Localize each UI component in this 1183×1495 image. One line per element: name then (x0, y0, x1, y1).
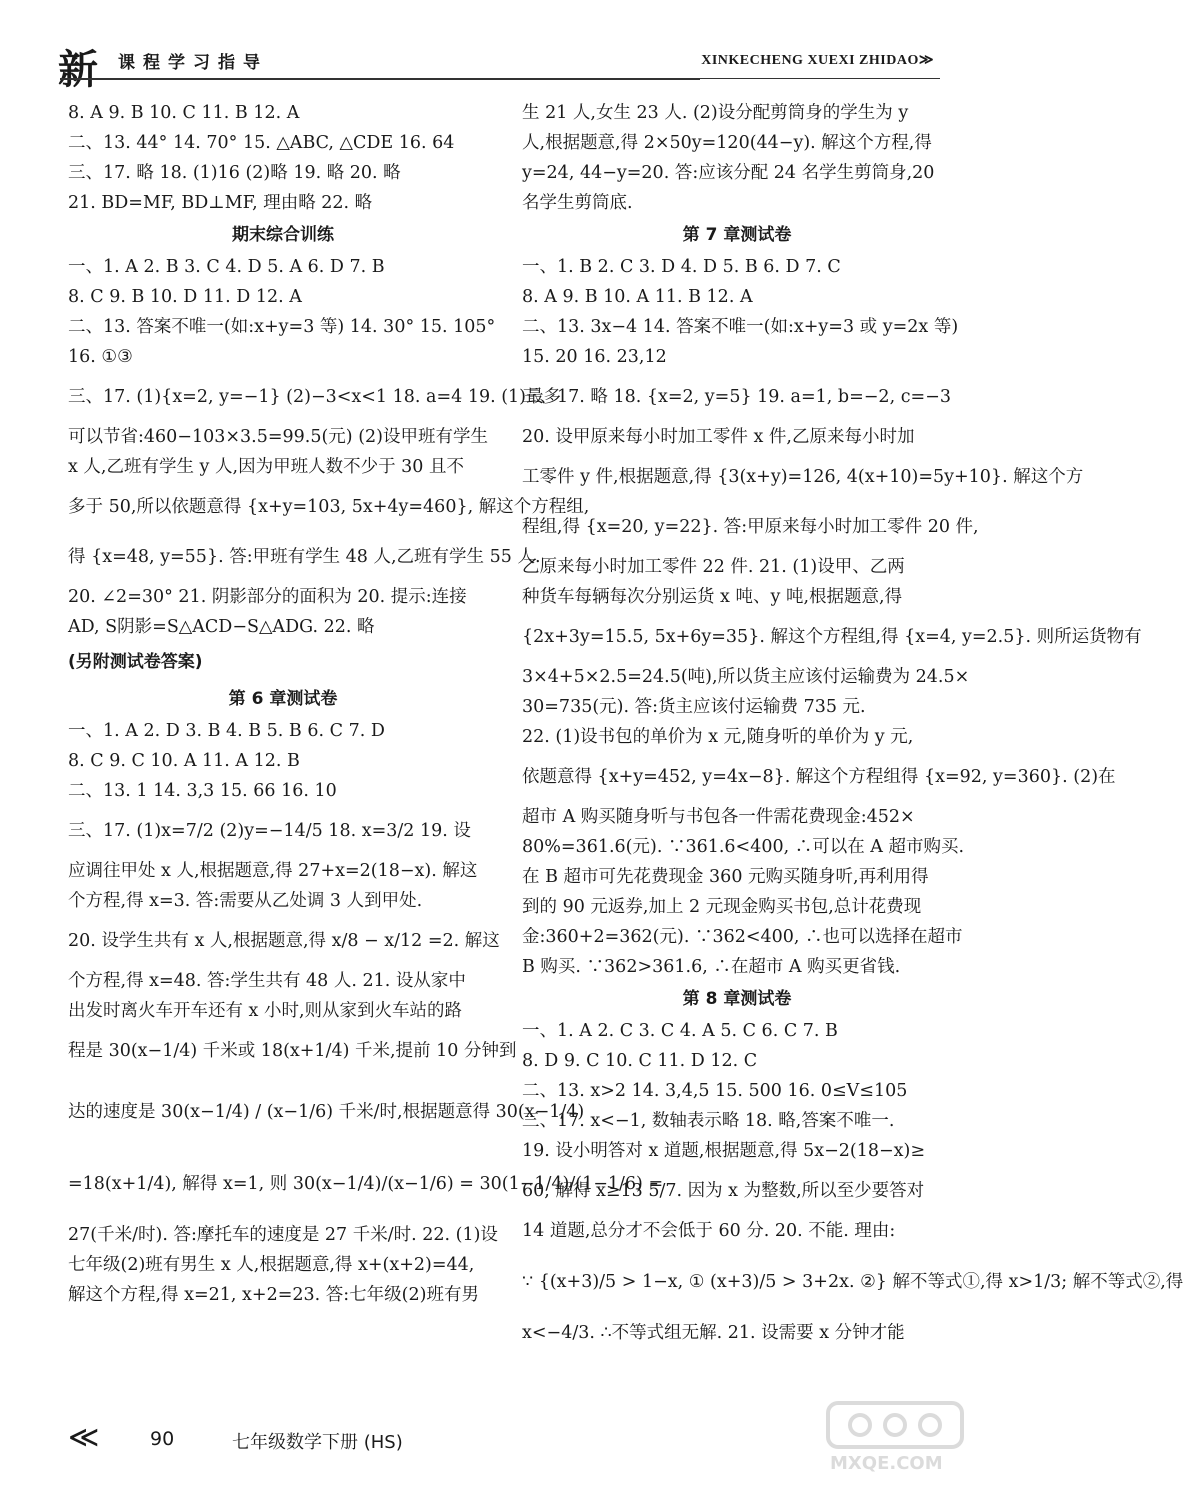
section-heading-ch6: 第 6 章测试卷 (228, 689, 338, 709)
answer-line: 22. (1)设书包的单价为 x 元,随身听的单价为 y 元, (522, 727, 914, 747)
answer-line: 一、1. B 2. C 3. D 4. D 5. B 6. D 7. C (522, 257, 841, 277)
answer-line: y=24, 44−y=20. 答:应该分配 24 名学生剪筒身,20 (522, 163, 935, 183)
answer-line: 三、17. 略 18. {x=2, y=5} 19. a=1, b=−2, c=−3 (522, 387, 951, 407)
answer-line: 14 道题,总分才不会低于 60 分. 20. 不能. 理由: (522, 1221, 896, 1241)
answer-line: 二、13. x>2 14. 3,4,5 15. 500 16. 0≤V≤105 (522, 1081, 908, 1101)
answer-line: 二、13. 3x−4 14. 答案不唯一(如:x+y=3 或 y=2x 等) (522, 317, 959, 337)
answer-line: 个方程,得 x=3. 答:需要从乙处调 3 人到甲处. (68, 891, 423, 911)
answer-line: 20. 设甲原来每小时加工零件 x 件,乙原来每小时加 (522, 427, 915, 447)
double-chevron-left-icon: ≪ (68, 1420, 100, 1455)
answer-line: AD, S阴影=S△ACD−S△ADG. 22. 略 (68, 617, 375, 637)
answer-line: x 人,乙班有学生 y 人,因为甲班人数不少于 30 且不 (68, 457, 464, 477)
answer-line: 一、1. A 2. B 3. C 4. D 5. A 6. D 7. B (68, 257, 385, 277)
answer-line: ∵ {(x+3)/5 > 1−x, ① (x+3)/5 > 3+2x. ②} 解不等式①,得 x>1/3; 解不等式②,得 (522, 1272, 1183, 1292)
answer-line: 一、1. A 2. D 3. B 4. B 5. B 6. C 7. D (68, 721, 385, 741)
answer-line: 依题意得 {x+y=452, y=4x−8}. 解这个方程组得 {x=92, y=360}. (2)在 (522, 767, 1116, 787)
answer-line: 8. D 9. C 10. C 11. D 12. C (522, 1051, 758, 1071)
answer-line: 27(千米/时). 答:摩托车的速度是 27 千米/时. 22. (1)设 (68, 1225, 498, 1245)
answer-line: 出发时离火车开车还有 x 小时,则从家到火车站的路 (68, 1001, 463, 1021)
answer-line: 在 B 超市可先花费现金 360 元购买随身听,再利用得 (522, 867, 929, 887)
answer-line: 得 {x=48, y=55}. 答:甲班有学生 48 人,乙班有学生 55 人. (68, 547, 541, 567)
series-logo: 新 (58, 47, 98, 93)
watermark-url: MXQE.COM (830, 1453, 943, 1474)
answer-line: 工零件 y 件,根据题意,得 {3(x+y)=126, 4(x+10)=5y+10}. 解这个方 (522, 467, 1084, 487)
answer-line: 80%=361.6(元). ∵361.6<400, ∴可以在 A 超市购买. (522, 837, 965, 857)
answer-line: 七年级(2)班有男生 x 人,根据题意,得 x+(x+2)=44, (68, 1255, 475, 1275)
header-rule-right (700, 78, 940, 79)
answer-line: 8. C 9. C 10. A 11. A 12. B (68, 751, 300, 771)
answer-line: 60, 解得 x≥13 5/7. 因为 x 为整数,所以至少要答对 (522, 1181, 925, 1201)
answer-line: 20. 设学生共有 x 人,根据题意,得 x/8 − x/12 =2. 解这 (68, 931, 500, 951)
answer-line: 二、13. 44° 14. 70° 15. △ABC, △CDE 16. 64 (68, 133, 455, 153)
answer-line: B 购买. ∵362>361.6, ∴在超市 A 购买更省钱. (522, 957, 901, 977)
answer-line: 程是 30(x−1/4) 千米或 18(x+1/4) 千米,提前 10 分钟到 (68, 1041, 517, 1061)
section-heading-final: 期末综合训练 (232, 225, 334, 245)
section-heading-ch7: 第 7 章测试卷 (682, 225, 792, 245)
answer-line: 8. C 9. B 10. D 11. D 12. A (68, 287, 302, 307)
section-heading-attached: (另附测试卷答案) (68, 652, 203, 672)
answer-line: 二、13. 答案不唯一(如:x+y=3 等) 14. 30° 15. 105° (68, 317, 496, 337)
answer-line: 多于 50,所以依题意得 {x+y=103, 5x+4y=460}, 解这个方程组, (68, 497, 590, 517)
answer-line: 二、13. 1 14. 3,3 15. 66 16. 10 (68, 781, 337, 801)
book-title: 七年级数学下册 (HS) (232, 1432, 403, 1453)
answer-line: 三、17. 略 18. (1)16 (2)略 19. 略 20. 略 (68, 163, 401, 183)
answer-line: 21. BD=MF, BD⊥MF, 理由略 22. 略 (68, 193, 373, 213)
answer-line: 种货车每辆每次分别运货 x 吨、y 吨,根据题意,得 (522, 587, 903, 607)
answer-line: 应调往甲处 x 人,根据题意,得 27+x=2(18−x). 解这 (68, 861, 478, 881)
answer-line: 到的 90 元返券,加上 2 元现金购买书包,总计花费现 (522, 897, 922, 917)
answer-line: 可以节省:460−103×3.5=99.5(元) (2)设甲班有学生 (68, 427, 488, 447)
answer-line: 16. ①③ (68, 347, 133, 367)
answer-line: 乙原来每小时加工零件 22 件. 21. (1)设甲、乙两 (522, 557, 905, 577)
answer-line: 8. A 9. B 10. A 11. B 12. A (522, 287, 753, 307)
double-chevron-right-icon: ≫ (918, 53, 934, 68)
answer-line: 解这个方程,得 x=21, x+2=23. 答:七年级(2)班有男 (68, 1285, 479, 1305)
answer-line: {2x+3y=15.5, 5x+6y=35}. 解这个方程组,得 {x=4, y=2.5}. 则所运货物有 (522, 627, 1142, 647)
answer-line: =18(x+1/4), 解得 x=1, 则 30(x−1/4)/(x−1/6) = 30(1−1/4)/(1−1/6) = (68, 1174, 664, 1194)
series-pinyin: XINKECHENG XUEXI ZHIDAO≫ (701, 53, 934, 68)
answer-line: 程组,得 {x=20, y=22}. 答:甲原来每小时加工零件 20 件, (522, 517, 979, 537)
section-heading-ch8: 第 8 章测试卷 (682, 989, 792, 1009)
answer-line: 超市 A 购买随身听与书包各一件需花费现金:452× (522, 807, 915, 827)
answer-line: 生 21 人,女生 23 人. (2)设分配剪筒身的学生为 y (522, 103, 909, 123)
answer-line: 达的速度是 30(x−1/4) / (x−1/6) 千米/时,根据题意得 30(x−1/4) (68, 1102, 585, 1122)
answer-line: 三、17. x<−1, 数轴表示略 18. 略,答案不唯一. (522, 1111, 895, 1131)
answer-line: 20. ∠2=30° 21. 阴影部分的面积为 20. 提示:连接 (68, 587, 467, 607)
page-header (0, 0, 1000, 95)
answer-line: 个方程,得 x=48. 答:学生共有 48 人. 21. 设从家中 (68, 971, 466, 991)
series-title: 课程学习指导 (118, 53, 268, 73)
answer-line: 19. 设小明答对 x 道题,根据题意,得 5x−2(18−x)≥ (522, 1141, 925, 1161)
answer-line: 15. 20 16. 23,12 (522, 347, 667, 367)
answer-line: 一、1. A 2. C 3. C 4. A 5. C 6. C 7. B (522, 1021, 838, 1041)
answer-line: 3×4+5×2.5=24.5(吨),所以货主应该付运输费为 24.5× (522, 667, 970, 687)
watermark-logo (820, 1395, 970, 1485)
right-column (522, 98, 1183, 1348)
header-rule (60, 78, 700, 80)
answer-line: x<−4/3. ∴不等式组无解. 21. 设需要 x 分钟才能 (522, 1323, 905, 1343)
answer-line: 三、17. (1)x=7/2 (2)y=−14/5 18. x=3/2 19. 设 (68, 821, 471, 841)
page-number: 90 (150, 1428, 175, 1450)
answer-line: 8. A 9. B 10. C 11. B 12. A (68, 103, 300, 123)
answer-line: 金:360+2=362(元). ∵362<400, ∴也可以选择在超市 (522, 927, 963, 947)
answer-line: 30=735(元). 答:货主应该付运输费 735 元. (522, 697, 866, 717)
answer-line: 三、17. (1){x=2, y=−1} (2)−3<x<1 18. a=4 19. (1)最多 (68, 387, 561, 407)
answer-line: 名学生剪筒底. (522, 193, 633, 213)
watermark-icon (820, 1395, 970, 1455)
answer-line: 人,根据题意,得 2×50y=120(44−y). 解这个方程,得 (522, 133, 932, 153)
